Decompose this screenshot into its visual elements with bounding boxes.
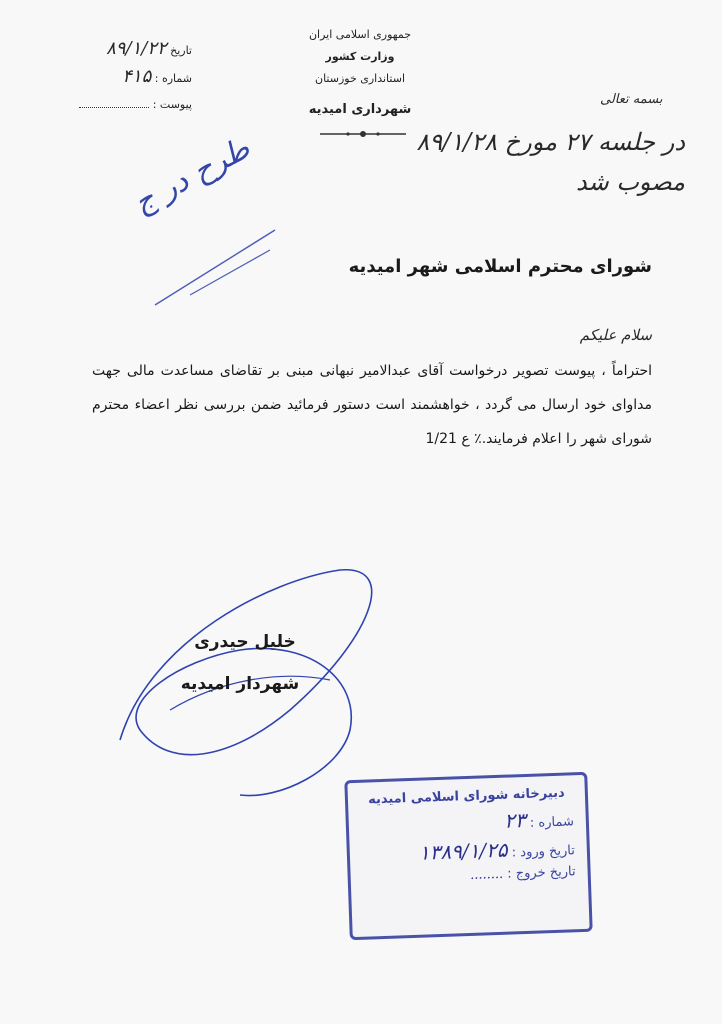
handwritten-session-note: در جلسه ۲۷ مورخ ۸۹/۱/۲۸	[416, 128, 685, 156]
date-row	[62, 38, 192, 59]
header-line-3: استانداری خوزستان	[314, 72, 405, 85]
attachment-row	[62, 98, 192, 111]
attachment-dots	[79, 107, 149, 108]
stamp-number-row	[360, 806, 574, 837]
stamp-exit-row	[362, 864, 575, 886]
header-line-2: وزارت کشور	[325, 50, 395, 63]
stamp-number-label: شماره :	[529, 814, 575, 831]
stamp-number-value: ۲۳	[503, 807, 527, 833]
municipality-title: شهرداری امیدیه	[308, 102, 412, 117]
number-value: ۴۱۵	[122, 66, 152, 87]
handwritten-bismillah: بسمه تعالی	[600, 92, 663, 107]
date-label: تاریخ	[170, 44, 192, 57]
council-receipt-stamp	[344, 772, 592, 940]
stamp-entry-value: ۱۳۸۹/۱/۲۵	[418, 837, 508, 865]
number-row	[62, 66, 192, 87]
addressee: شورای محترم اسلامی شهر امیدیه	[348, 256, 652, 277]
signature-title: شهردار امیدیه	[180, 674, 300, 694]
greeting: سلام علیکم	[579, 326, 652, 344]
stamp-entry-label: تاریخ ورود :	[511, 843, 576, 861]
stamp-entry-row	[361, 835, 575, 866]
date-value: ۸۹/۱/۲۲	[106, 38, 167, 59]
handwritten-approved-note: مصوب شد	[576, 168, 685, 196]
stamp-title: دبیرخانه شورای اسلامی امیدیه	[367, 785, 565, 808]
side-note-strokes	[150, 220, 280, 310]
letter-body: احتراماً ، پیوست تصویر درخواست آقای عبدالامیر نبهانی مبنی بر تقاضای مساعدت مالی جهت مداوای خود ارسال می گردد ، خواهشمند است دستور فرمائید ضمن بررسی نظر اعضاء محترم شورای شهر را اعلام فرمایند.٪ ع 1/21	[92, 363, 652, 447]
header-line-1: جمهوری اسلامی ایران	[308, 28, 412, 41]
attachment-label: پیوست :	[152, 98, 192, 111]
number-label: شماره :	[154, 72, 192, 85]
stamp-exit-label: تاریخ خروج :	[507, 864, 576, 882]
stamp-exit-value: ........	[469, 866, 504, 883]
handwritten-side-note: طرح در ج	[128, 130, 256, 221]
signature-name: خلیل حیدری	[194, 632, 296, 652]
